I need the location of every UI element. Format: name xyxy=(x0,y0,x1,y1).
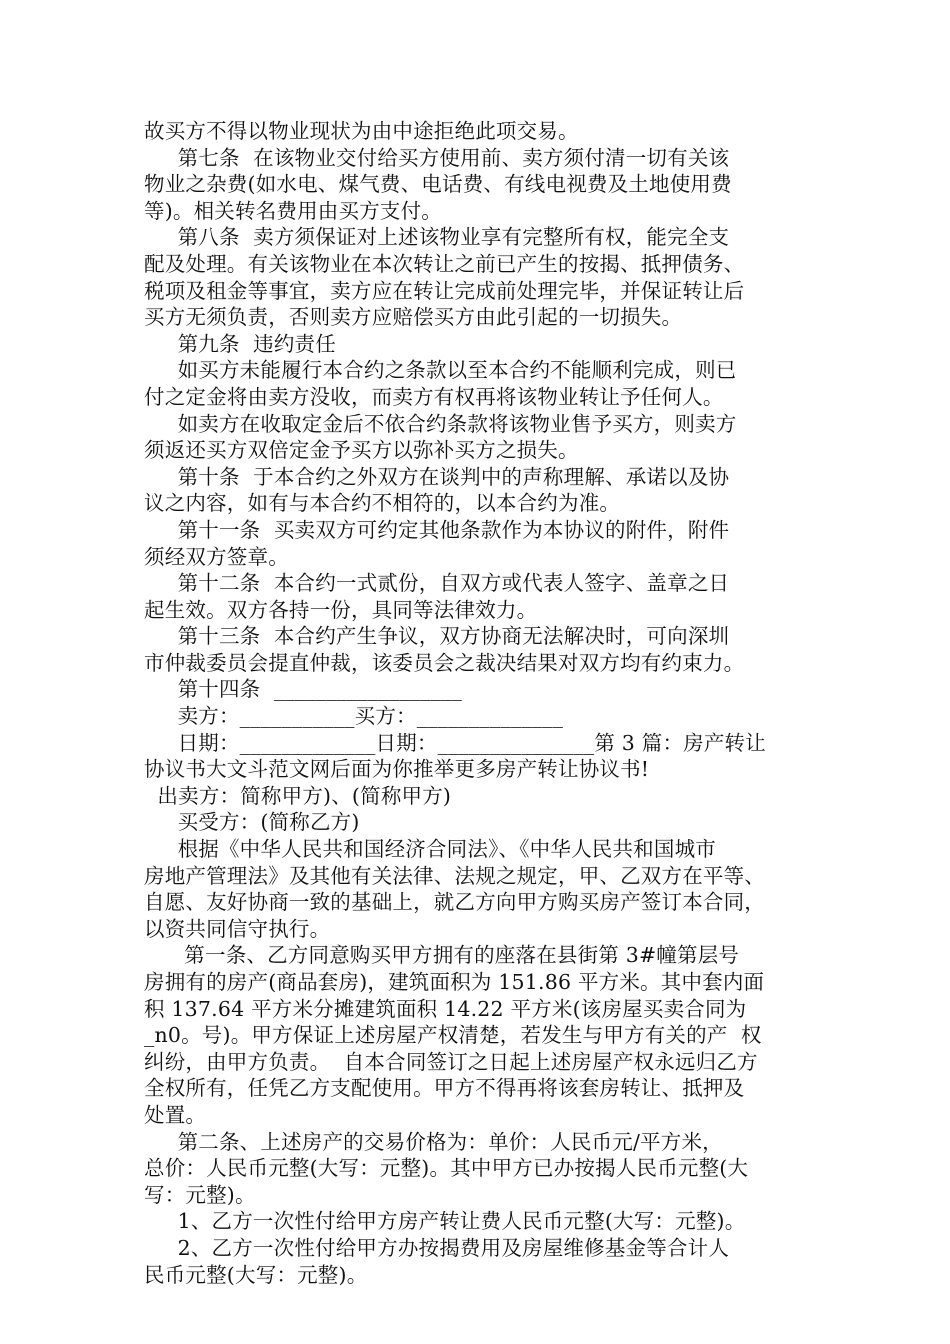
text-line: 第十一条 买卖双方可约定其他条款作为本协议的附件，附件 xyxy=(144,517,730,542)
text-line: 根据《中华人民共和国经济合同法》、《中华人民共和国城市 xyxy=(144,837,716,862)
text-line: 处置。 xyxy=(144,1102,207,1127)
text-line: 配及处理。有关该物业在本次转让之前已产生的按揭、抵押债务、 xyxy=(144,251,745,276)
text-line: _n0。号)。甲方保证上述房屋产权清楚，若发生与甲方有关的产 权 xyxy=(144,1023,762,1048)
text-line: 卖方：___________买方：______________ xyxy=(144,704,564,729)
text-line: 房拥有的房产(商品套房)，建筑面积为 151.86 平方米。其中套内面 xyxy=(144,970,765,994)
text-line: 房地产管理法》及其他有关法律、法规之规定，甲、乙双方在平等、 xyxy=(144,863,765,888)
text-line: 如卖方在收取定金后不依合约条款将该物业售予买方，则卖方 xyxy=(144,411,737,436)
text-line: 出卖方：简称甲方)、(简称甲方) xyxy=(144,783,452,808)
text-line: 第七条 在该物业交付给买方使用前、卖方须付清一切有关该 xyxy=(144,145,730,170)
text-line: 2、乙方一次性付给甲方办按揭费用及房屋维修基金等合计人 xyxy=(144,1235,730,1260)
text-line: 纠纷，由甲方负责。 自本合同签订之日起上述房屋产权永远归乙方 xyxy=(144,1049,758,1074)
text-line: 等)。相关转名费用由买方支付。 xyxy=(144,198,442,223)
text-line: 积 137.64 平方米分摊建筑面积 14.22 平方米(该房屋买卖合同为 xyxy=(144,996,747,1021)
text-line: 1、乙方一次性付给甲方房产转让费人民币元整(大写：元整)。 xyxy=(144,1209,746,1234)
text-line: 须经双方签章。 xyxy=(144,544,289,569)
text-line: 协议书大文斗范文网后面为你推举更多房产转让协议书! xyxy=(144,757,650,782)
text-line: 日期：_____________日期：_______________第 3 篇：房产转让 xyxy=(144,730,766,755)
text-line: 物业之杂费(如水电、煤气费、电话费、有线电视费及土地使用费 xyxy=(144,172,732,197)
text-line: 故买方不得以物业现状为由中途拒绝此项交易。 xyxy=(144,119,579,143)
text-line: 第二条、上述房产的交易价格为：单价：人民币元/平方米， xyxy=(144,1129,723,1154)
text-line: 起生效。双方各持一份，具同等法律效力。 xyxy=(144,597,538,622)
text-line: 第九条 违约责任 xyxy=(144,331,336,356)
text-line: 市仲裁委员会提直仲裁，该委员会之裁决结果对双方均有约束力。 xyxy=(144,650,745,675)
text-line: 民币元整(大写：元整)。 xyxy=(144,1262,368,1287)
text-line: 买受方：(简称乙方) xyxy=(144,810,360,835)
text-line: 总价：人民币元整(大写：元整)。其中甲方已办按揭人民币元整(大 xyxy=(144,1156,749,1181)
document-body xyxy=(144,118,814,1288)
text-line: 全权所有，任凭乙方支配使用。甲方不得再将该套房转让、抵押及 xyxy=(144,1076,745,1101)
text-line: 须返还买方双倍定金予买方以弥补买方之损失。 xyxy=(144,438,579,463)
text-line: 自愿、友好协商一致的基础上，就乙方向甲方购买房产签订本合同， xyxy=(144,890,765,915)
text-line: 第十二条 本合约一式贰份，自双方或代表人签字、盖章之日 xyxy=(144,571,730,596)
text-line: 第十三条 本合约产生争议，双方协商无法解决时，可向深圳 xyxy=(144,624,730,649)
text-line: 第十条 于本合约之外双方在谈判中的声称理解、承诺以及协 xyxy=(144,464,730,489)
text-line: 税项及租金等事宜，卖方应在转让完成前处理完毕，并保证转让后 xyxy=(144,278,745,303)
text-line: 写：元整)。 xyxy=(144,1182,256,1207)
text-line: 议之内容，如有与本合约不相符的，以本合约为准。 xyxy=(144,491,621,516)
text-line: 如买方未能履行本合约之条款以至本合约不能顺利完成，则已 xyxy=(144,358,737,383)
text-line: 付之定金将由卖方没收，而卖方有权再将该物业转让予任何人。 xyxy=(144,384,724,409)
text-line: 第一条、乙方同意购买甲方拥有的座落在县街第 3#幢第层号 xyxy=(144,943,740,968)
text-line: 第八条 卖方须保证对上述该物业享有完整所有权，能完全支 xyxy=(144,225,730,250)
text-line: 第十四条 __________________ xyxy=(144,677,462,702)
text-line: 买方无须负责，否则卖方应赔偿买方由此引起的一切损失。 xyxy=(144,305,683,330)
text-line: 以资共同信守执行。 xyxy=(144,916,331,941)
